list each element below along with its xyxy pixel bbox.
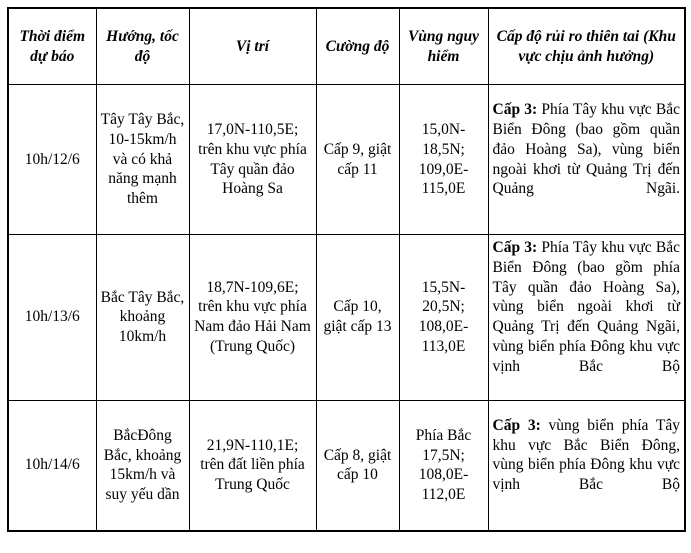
header-row — [8, 8, 685, 85]
cell-direction-speed: BắcĐông Bắc, khoảng 15km/h và suy yếu dần — [96, 400, 189, 531]
cell-position: 18,7N-109,6E; trên khu vực phía Nam đảo Hải Nam (Trung Quốc) — [189, 235, 316, 401]
cell-forecast-time: 10h/13/6 — [8, 235, 96, 401]
column-header-forecast-time: Thời điểm dự báo — [8, 8, 96, 85]
cell-position: 17,0N-110,5E; trên khu vực phía Tây quần đảo Hoàng Sa — [189, 85, 316, 235]
storm-forecast-table-container — [7, 7, 684, 550]
cell-direction-speed: Tây Tây Bắc, 10-15km/h và có khả năng mạnh thêm — [96, 85, 189, 235]
column-header-direction-speed: Hướng, tốc độ — [96, 8, 189, 85]
table-header — [8, 8, 685, 85]
column-header-intensity: Cường độ — [316, 8, 399, 85]
column-header-danger-zone: Vùng nguy hiểm — [399, 8, 488, 85]
risk-level-badge: Cấp 3: — [492, 101, 538, 119]
cell-forecast-time: 10h/14/6 — [8, 400, 96, 531]
column-header-position: Vị trí — [189, 8, 316, 85]
risk-level-badge: Cấp 3: — [492, 239, 538, 256]
cell-disaster-risk — [488, 400, 685, 531]
table-body — [8, 85, 685, 532]
cell-disaster-risk — [488, 85, 685, 235]
cell-forecast-time: 10h/12/6 — [8, 85, 96, 235]
cell-danger-zone: Phía Bắc 17,5N; 108,0E-112,0E — [399, 400, 488, 531]
risk-area-text: Phía Tây khu vực Bắc Biển Đông (bao gồm phía Tây quần đảo Hoàng Sa), vùng biển ngoài khơi từ Quảng Trị đến Quảng Ngãi, vùng biển phía Đông khu vực vịnh Bắc Bộ — [492, 239, 680, 375]
column-header-disaster-risk-level: Cấp độ rủi ro thiên tai (Khu vực chịu ảnh hưởng) — [488, 8, 685, 85]
cell-danger-zone: 15,5N-20,5N; 108,0E-113,0E — [399, 235, 488, 401]
cell-intensity: Cấp 10, giật cấp 13 — [316, 235, 399, 401]
cell-intensity: Cấp 9, giật cấp 11 — [316, 85, 399, 235]
risk-level-badge: Cấp 3: — [492, 416, 541, 434]
cell-position: 21,9N-110,1E; trên đất liền phía Trung Quốc — [189, 400, 316, 531]
table-row — [8, 235, 685, 401]
table-row — [8, 85, 685, 235]
risk-area-text: Phía Tây khu vực Bắc Biển Đông (bao gồm quần đảo Hoàng Sa), vùng biển ngoài khơi từ Quảng Trị đến Quảng Ngãi. — [492, 101, 680, 198]
cell-intensity: Cấp 8, giật cấp 10 — [316, 400, 399, 531]
cell-danger-zone: 15,0N-18,5N; 109,0E-115,0E — [399, 85, 488, 235]
table-row — [8, 400, 685, 531]
storm-forecast-table — [7, 7, 686, 532]
cell-disaster-risk — [488, 235, 685, 401]
risk-area-text: vùng biển phía Tây khu vực Bắc Biển Đông, vùng biển phía Đông khu vực vịnh Bắc Bộ — [492, 416, 680, 494]
cell-direction-speed: Bắc Tây Bắc, khoảng 10km/h — [96, 235, 189, 401]
